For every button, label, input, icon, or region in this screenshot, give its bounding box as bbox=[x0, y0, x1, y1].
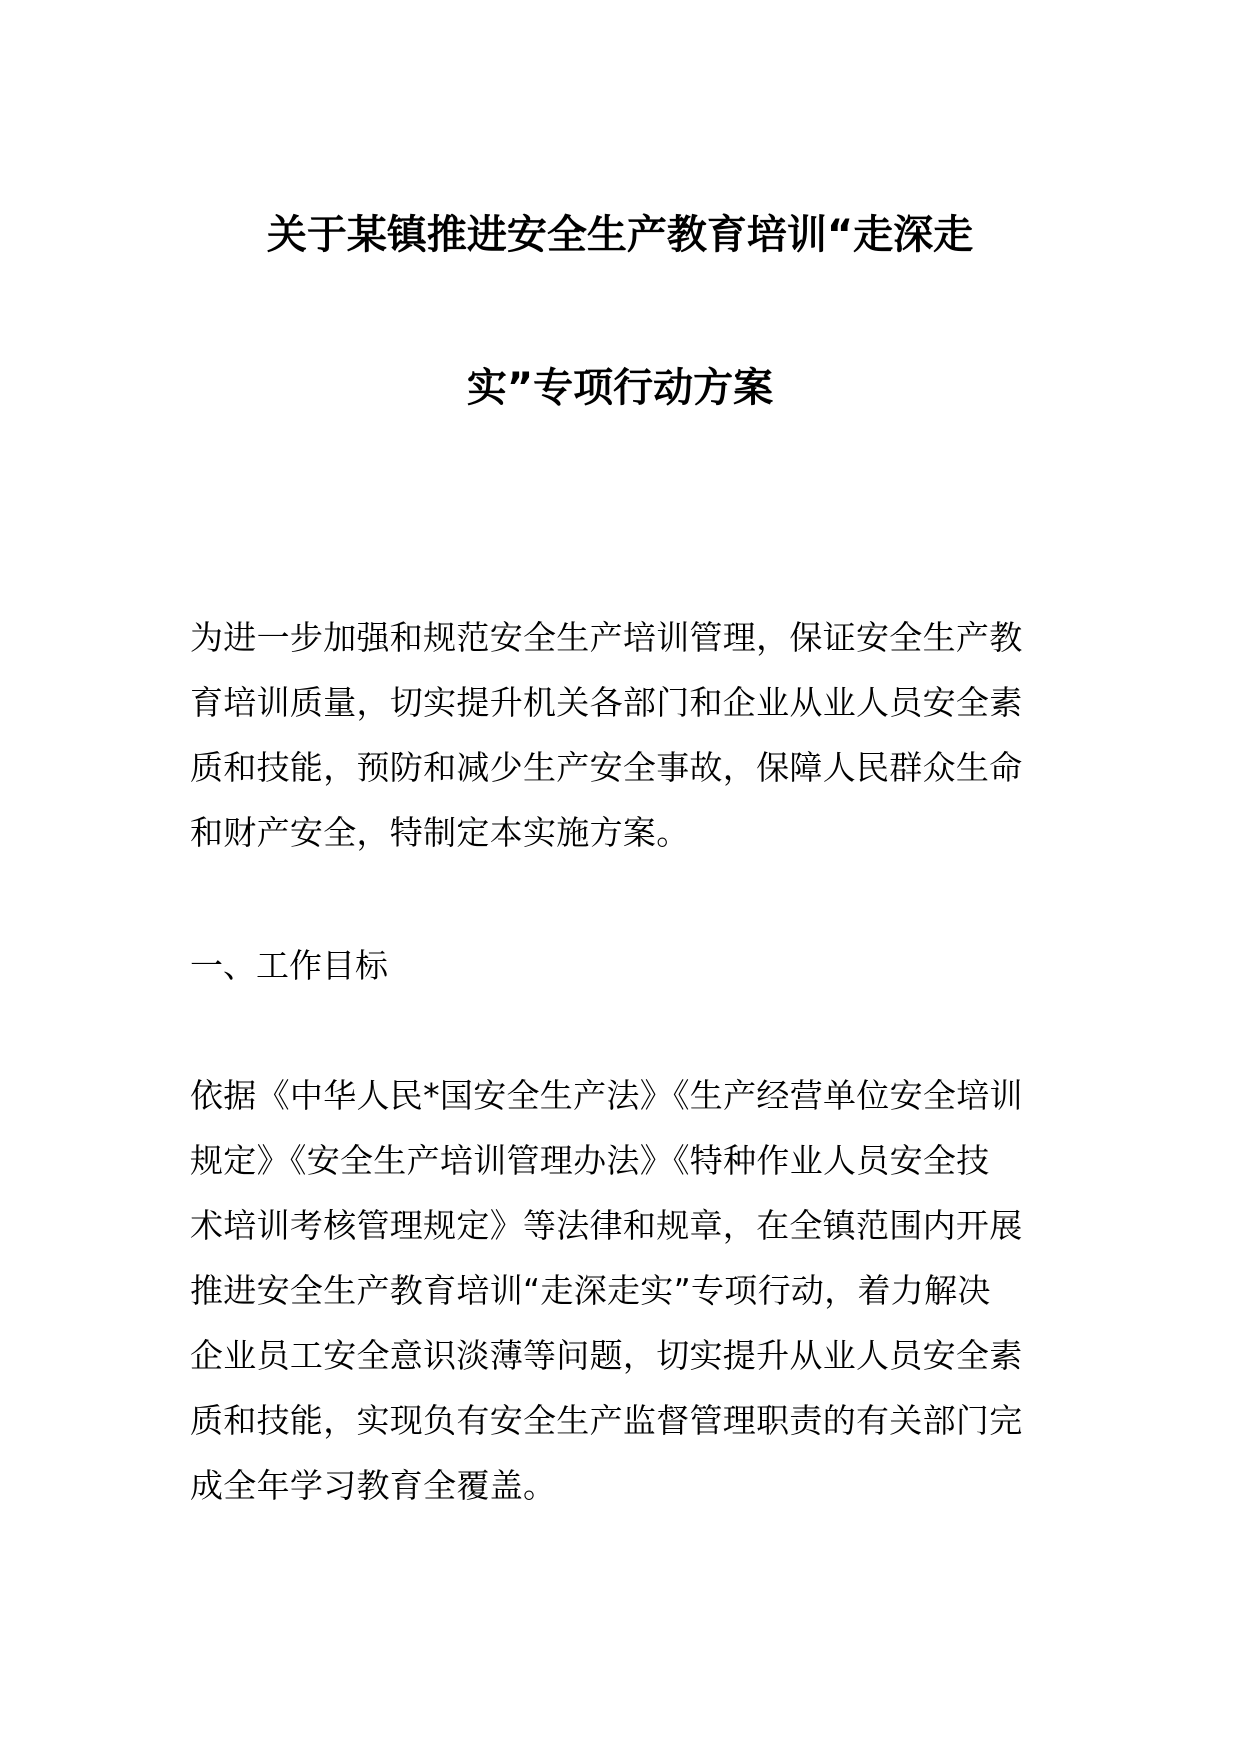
section1-paragraph-line-2: 规定》《安全生产培训管理办法》《特种作业人员安全技 bbox=[190, 1141, 990, 1180]
section1-paragraph-line-4: 推进安全生产教育培训“走深走实”专项行动，着力解决 bbox=[190, 1271, 991, 1310]
section1-paragraph-line-5: 企业员工安全意识淡薄等问题，切实提升从业人员安全素 bbox=[190, 1336, 1023, 1375]
section-heading-work-goals: 一、工作目标 bbox=[190, 946, 388, 985]
section1-paragraph-line-1: 依据《中华人民*国安全生产法》《生产经营单位安全培训 bbox=[190, 1076, 1023, 1115]
intro-paragraph-line-2: 育培训质量，切实提升机关各部门和企业从业人员安全素 bbox=[190, 683, 1023, 722]
document-title-line-1: 关于某镇推进安全生产教育培训“走深走 bbox=[266, 212, 974, 258]
section1-paragraph-line-7: 成全年学习教育全覆盖。 bbox=[190, 1466, 557, 1505]
document-title-line-2: 实”专项行动方案 bbox=[466, 365, 774, 411]
intro-paragraph-line-3: 质和技能，预防和减少生产安全事故，保障人民群众生命 bbox=[190, 748, 1023, 787]
section1-paragraph-line-6: 质和技能，实现负有安全生产监督管理职责的有关部门完 bbox=[190, 1401, 1023, 1440]
intro-paragraph-line-4: 和财产安全，特制定本实施方案。 bbox=[190, 813, 690, 852]
intro-paragraph-line-1: 为进一步加强和规范安全生产培训管理，保证安全生产教 bbox=[190, 618, 1023, 657]
section1-paragraph-line-3: 术培训考核管理规定》等法律和规章，在全镇范围内开展 bbox=[190, 1206, 1023, 1245]
